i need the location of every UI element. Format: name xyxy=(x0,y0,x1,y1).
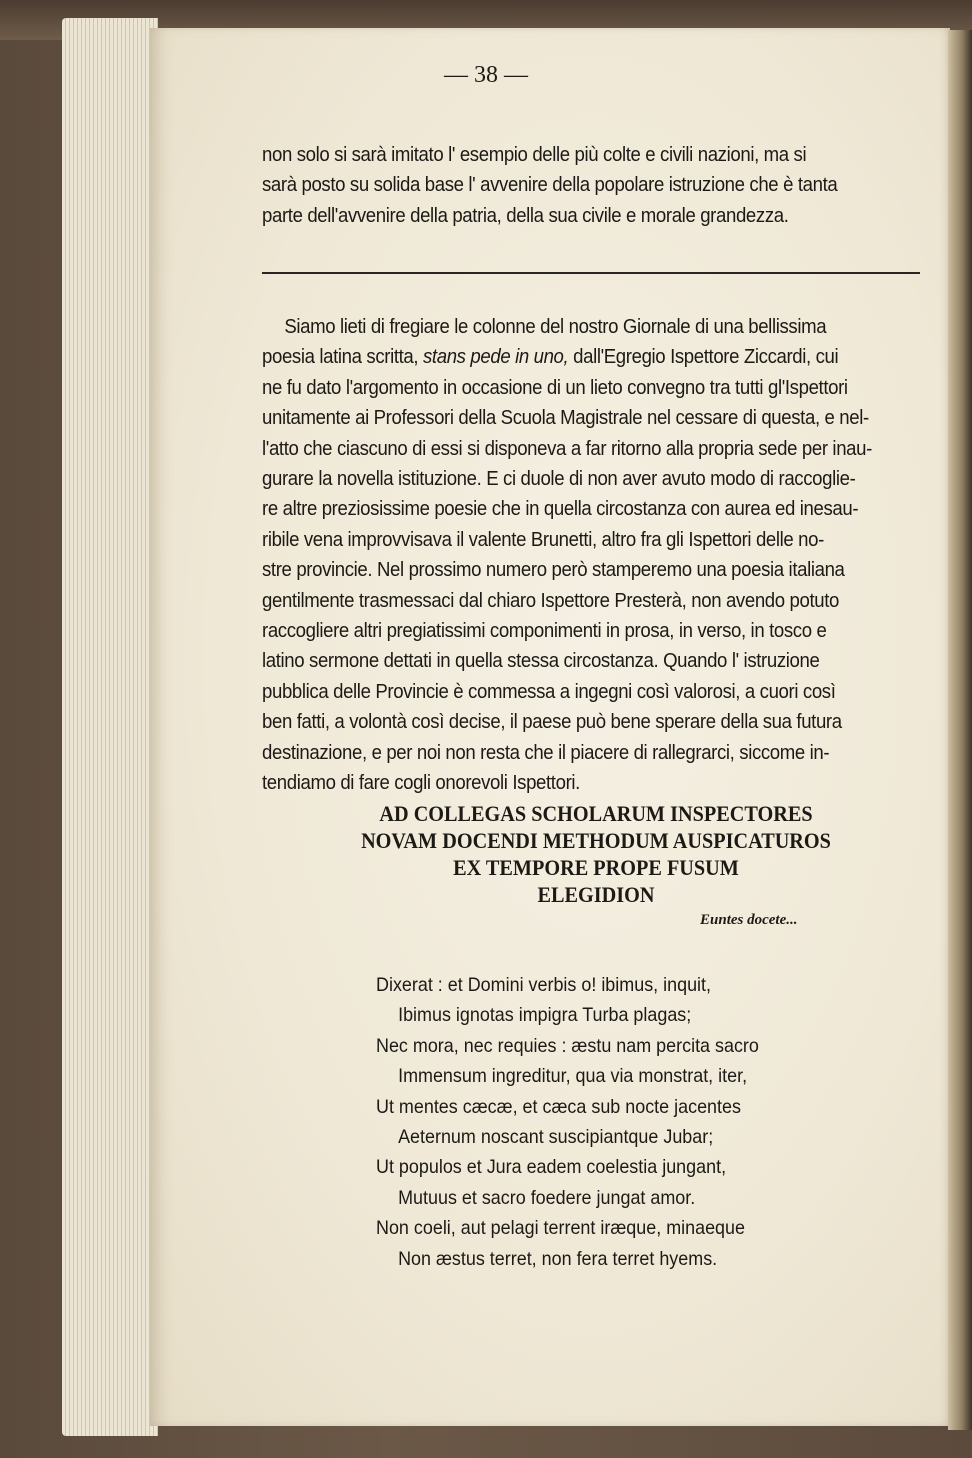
verse-line: Mutuus et sacro foedere jungat amor. xyxy=(398,1186,696,1209)
text-line: gurare la novella istituzione. E ci duole di non aver avuto modo di raccoglie- xyxy=(262,468,856,491)
text-line: sarà posto su solida base l' avvenire della popolare istruzione che è tanta xyxy=(262,174,838,197)
text-line: raccogliere altri pregiatissimi componimenti in prosa, in verso, in tosco e xyxy=(262,620,827,643)
text-line: unitamente ai Professori della Scuola Magistrale nel cessare di questa, e nel- xyxy=(262,407,869,430)
poem-body xyxy=(376,970,759,1274)
verse-line: Immensum ingreditur, qua via monstrat, iter, xyxy=(398,1065,748,1088)
text-segment: poesia latina scritta, xyxy=(262,346,424,369)
poem-title xyxy=(289,800,904,908)
text-line: pubblica delle Provincie è commessa a ingegni così valorosi, a cuori così xyxy=(262,680,836,703)
verse-line: Dixerat : et Domini verbis o! ibimus, inquit, xyxy=(376,974,712,996)
epigraph: Euntes docete... xyxy=(700,912,798,928)
section-divider xyxy=(262,272,920,274)
text-line: tendiamo di fare cogli onorevoli Ispettori. xyxy=(262,772,580,795)
text-line: ribile vena improvvisava il valente Brunetti, altro fra gli Ispettori delle no- xyxy=(262,528,824,551)
italic-phrase: stans pede in uno, xyxy=(423,346,569,369)
text-line: l'atto che ciascuno di essi si disponeva a far ritorno alla propria sede per inau- xyxy=(262,437,872,460)
text-line: ne fu dato l'argomento in occasione di un lieto convegno tra tutti gl'Ispettori xyxy=(262,376,848,399)
page-edges xyxy=(62,18,158,1436)
verse-line: Non coeli, aut pelagi terrent iræque, minaeque xyxy=(376,1217,745,1240)
text-line: latino sermone dettati in quella stessa circostanza. Quando l' istruzione xyxy=(262,650,820,673)
title-line: EX TEMPORE PROPE FUSUM xyxy=(453,855,739,880)
text-line: non solo si sarà imitato l' esempio delle più colte e civili nazioni, ma si xyxy=(262,144,807,166)
text-segment: dall'Egregio Ispettore Ziccardi, cui xyxy=(568,346,839,369)
paragraph-announcement xyxy=(262,312,922,799)
verse-line: Aeternum noscant suscipiantque Jubar; xyxy=(398,1126,714,1149)
text-line: re altre preziosissime poesie che in quella circostanza con aurea ed inesau- xyxy=(262,498,859,521)
page-number: — 38 — xyxy=(444,62,528,88)
text-line: destinazione, e per noi non resta che il piacere di rallegrarci, siccome in- xyxy=(262,741,830,764)
page-curl xyxy=(948,30,972,1430)
text-line: stre provincie. Nel prossimo numero però stamperemo una poesia italiana xyxy=(262,559,845,582)
text-line: ben fatti, a volontà così decise, il paese può bene sperare della sua futura xyxy=(262,711,842,734)
text-line: gentilmente trasmessaci dal chiaro Ispettore Presterà, non avendo potuto xyxy=(262,589,840,612)
title-line: ELEGIDION xyxy=(537,882,655,907)
paragraph-continuation xyxy=(262,140,922,231)
text-line: Siamo lieti di fregiare le colonne del nostro Giornale di una bellissima xyxy=(284,316,827,338)
title-line: NOVAM DOCENDI METHODUM AUSPICATUROS xyxy=(361,828,831,853)
verse-line: Ut populos et Jura eadem coelestia jungant, xyxy=(376,1156,727,1179)
text-line: parte dell'avvenire della patria, della sua civile e morale grandezza. xyxy=(262,204,789,227)
title-line: AD COLLEGAS SCHOLARUM INSPECTORES xyxy=(379,801,813,826)
verse-line: Ut mentes cæcæ, et cæca sub nocte jacentes xyxy=(376,1095,741,1118)
verse-line: Non æstus terret, non fera terret hyems. xyxy=(398,1247,718,1270)
verse-line: Nec mora, nec requies : æstu nam percita sacro xyxy=(376,1034,759,1057)
verse-line: Ibimus ignotas impigra Turba plagas; xyxy=(398,1004,692,1027)
text-line xyxy=(262,342,922,372)
